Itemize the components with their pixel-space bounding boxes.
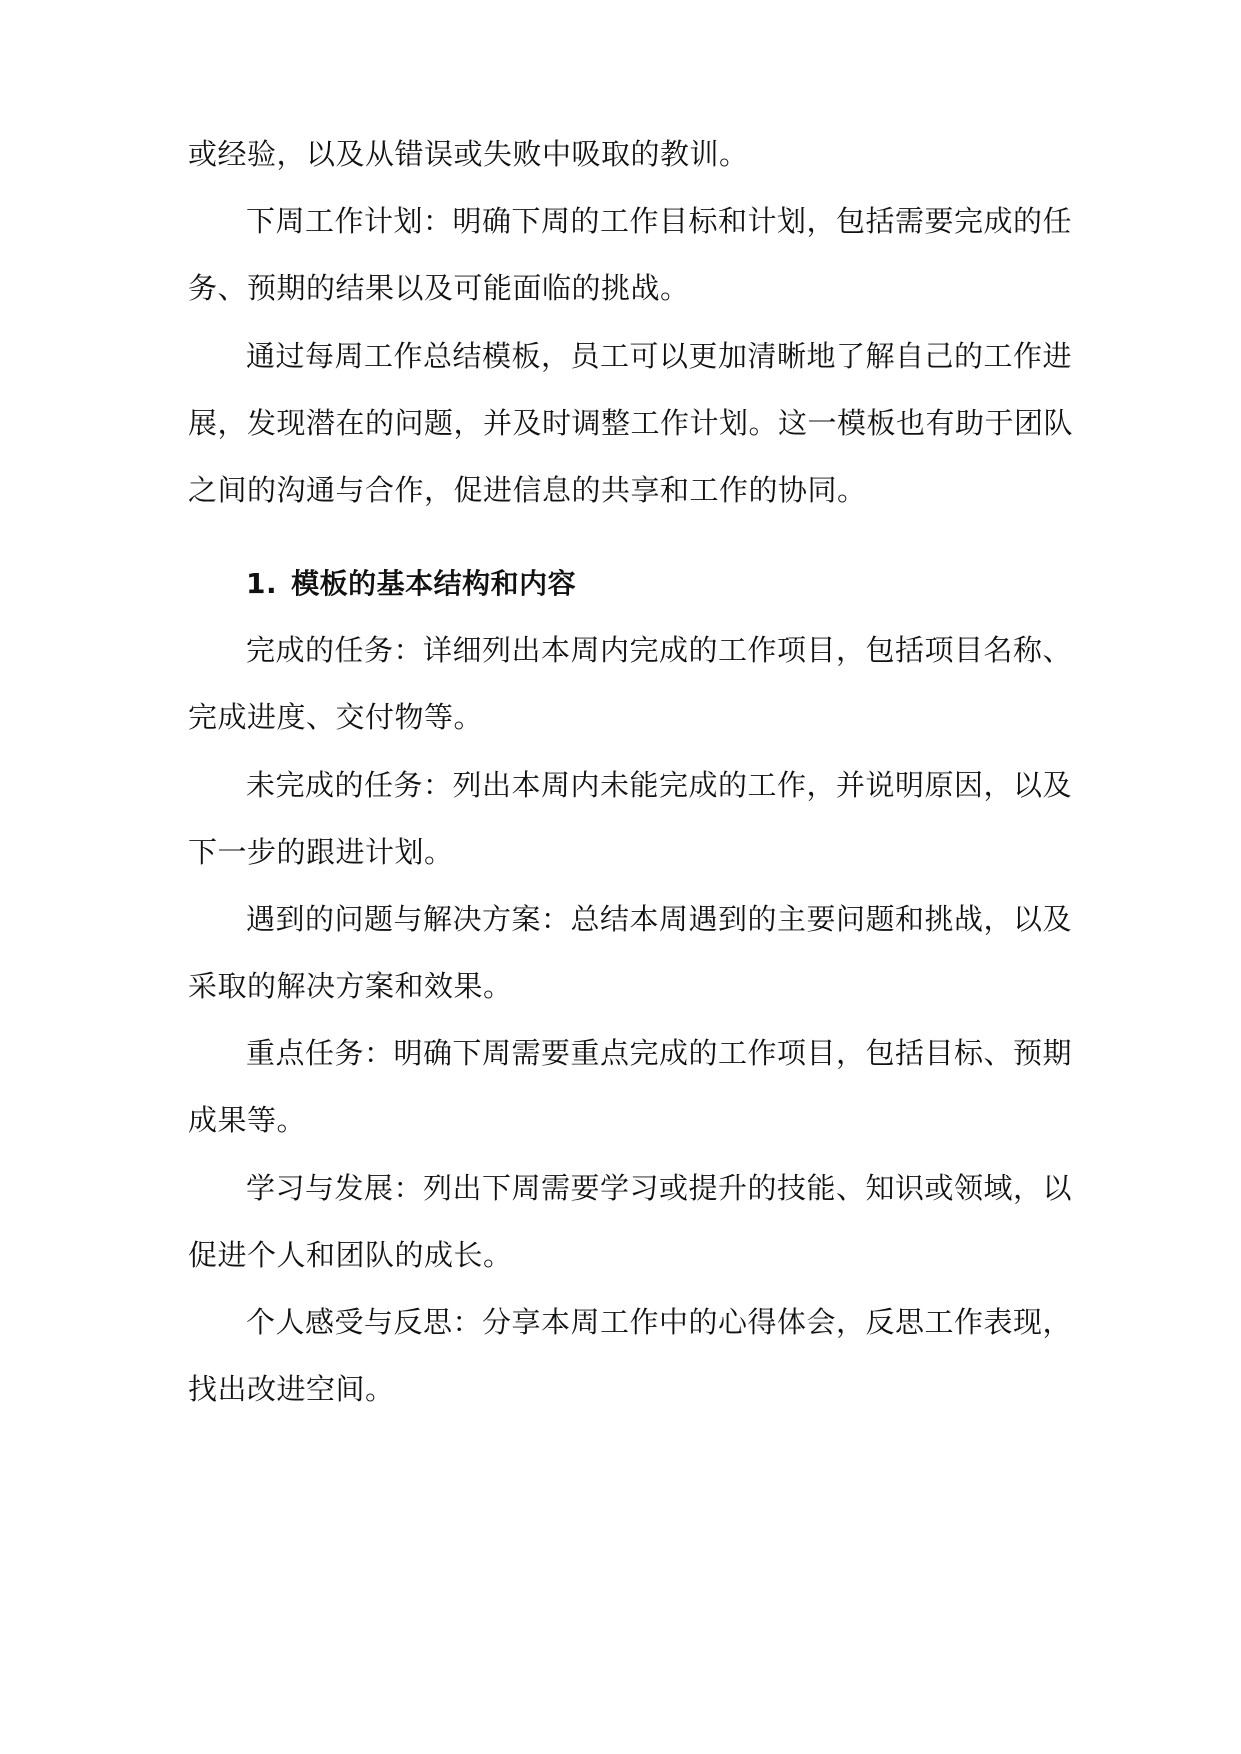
paragraph-line: 之间的沟通与合作，促进信息的共享和工作的协同。 [188,473,867,507]
paragraph-line: 或经验，以及从错误或失败中吸取的教训。 [188,137,749,171]
section-number: 1. [246,567,278,600]
paragraph-line: 通过每周工作总结模板，员工可以更加清晰地了解自己的工作进 [246,339,1073,373]
list-item-line: 找出改进空间。 [188,1372,395,1406]
paragraph-line: 下周工作计划：明确下周的工作目标和计划，包括需要完成的任 [246,204,1073,238]
section-title: 模板的基本结构和内容 [291,567,577,600]
list-item-line: 遇到的问题与解决方案：总结本周遇到的主要问题和挑战，以及 [246,902,1073,936]
list-item-line: 重点任务：明确下周需要重点完成的工作项目，包括目标、预期 [246,1036,1073,1070]
list-item-line: 成果等。 [188,1103,307,1137]
list-item-line: 学习与发展：列出下周需要学习或提升的技能、知识或领域，以 [246,1171,1073,1205]
list-item-line: 未完成的任务：列出本周内未能完成的工作，并说明原因，以及 [246,768,1073,802]
paragraph-line: 展，发现潜在的问题，并及时调整工作计划。这一模板也有助于团队 [188,406,1074,440]
list-item-line: 促进个人和团队的成长。 [188,1238,513,1272]
list-item-line: 个人感受与反思：分享本周工作中的心得体会，反思工作表现， [246,1305,1073,1339]
list-item-line: 采取的解决方案和效果。 [188,969,513,1003]
list-item-line: 下一步的跟进计划。 [188,835,454,869]
list-item-line: 完成的任务：详细列出本周内完成的工作项目，包括项目名称、 [246,633,1073,667]
section-heading [246,564,1116,604]
list-item-line: 完成进度、交付物等。 [188,700,484,734]
paragraph-line: 务、预期的结果以及可能面临的挑战。 [188,271,690,305]
